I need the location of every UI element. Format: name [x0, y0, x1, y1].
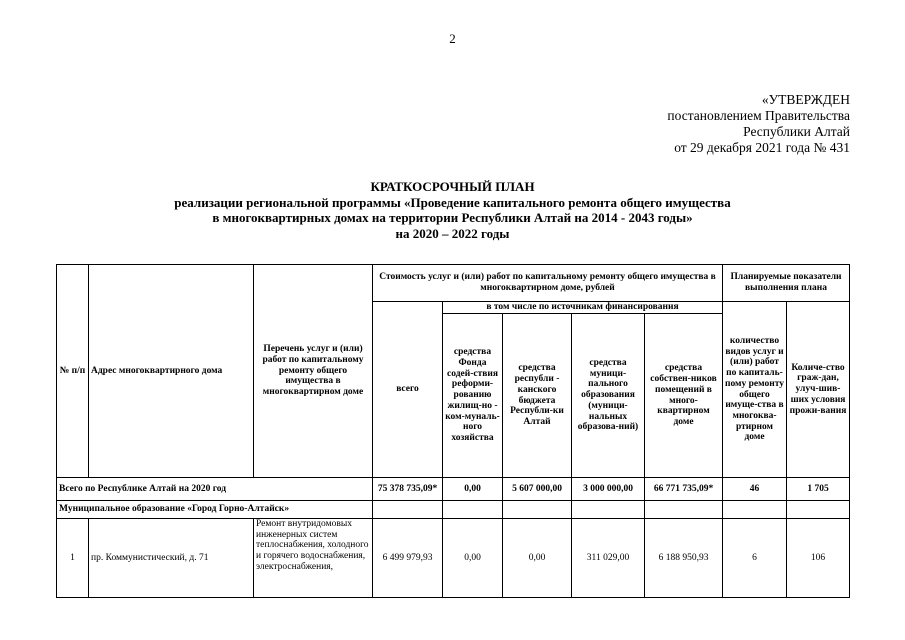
total-municipal: 3 000 000,00	[572, 478, 645, 501]
empty-cell	[645, 501, 723, 519]
empty-cell	[503, 501, 572, 519]
header-owners: средства собствен-ников помещений в много-квартирном доме	[645, 314, 723, 478]
title-line-2: реализации региональной программы «Проведение капитального ремонта общего имущества	[174, 194, 731, 210]
total-owners: 66 771 735,09*	[645, 478, 723, 501]
header-indicators-group: Планируемые показатели выполнения плана	[723, 265, 850, 302]
title-line-3: в многоквартирных домах на территории Республики Алтай на 2014 - 2043 годы»	[212, 210, 693, 225]
approval-stamp	[600, 92, 850, 156]
document-title	[0, 179, 905, 241]
title-line-4: на 2020 – 2022 годы	[395, 225, 510, 241]
empty-cell	[787, 501, 850, 519]
row-republic: 0,00	[503, 519, 572, 598]
row-num: 1	[57, 519, 89, 598]
row-improved: 106	[787, 519, 850, 598]
approval-line-4: от 29 декабря 2021 года № 431	[674, 140, 850, 155]
empty-cell	[572, 501, 645, 519]
total-improved: 1 705	[787, 478, 850, 501]
header-republic: средства республи - канского бюджета Республи-ки Алтай	[503, 314, 572, 478]
empty-cell	[443, 501, 503, 519]
approval-line-1: «УТВЕРЖДЕН	[761, 92, 850, 107]
total-republic: 5 607 000,00	[503, 478, 572, 501]
header-address: Адрес многоквартирного дома	[89, 265, 254, 478]
approval-line-3: Республики Алтай	[743, 124, 850, 139]
row-fund: 0,00	[443, 519, 503, 598]
empty-cell	[373, 501, 443, 519]
row-address: пр. Коммунистический, д. 71	[89, 519, 254, 598]
total-services: 46	[723, 478, 787, 501]
table-row	[57, 519, 850, 598]
header-fund: средства Фонда содей-ствия реформи-рованию жилищ-но - ком-муналь-ного хозяйства	[443, 314, 503, 478]
total-sum: 75 378 735,09*	[373, 478, 443, 501]
row-municipal: 311 029,00	[572, 519, 645, 598]
row-owners: 6 188 950,93	[645, 519, 723, 598]
header-municipal: средства муници-пального образования (муници-нальных образова-ний)	[572, 314, 645, 478]
plan-table	[56, 264, 850, 598]
header-row-1	[57, 265, 850, 302]
total-label: Всего по Республике Алтай на 2020 год	[57, 478, 373, 501]
approval-line-2: постановлением Правительства	[667, 108, 850, 123]
row-total: 6 499 979,93	[373, 519, 443, 598]
page-number: 2	[449, 31, 456, 46]
empty-cell	[723, 501, 787, 519]
municipality-row	[57, 501, 850, 519]
municipality-label: Муниципальное образование «Город Горно-Алтайск»	[57, 501, 373, 519]
header-sources-group: в том числе по источникам финансирования	[443, 302, 723, 314]
header-total: всего	[373, 302, 443, 478]
header-num: № п/п	[57, 265, 89, 478]
header-works: Перечень услуг и (или) работ по капитальному ремонту общего имущества в многоквартирном доме	[254, 265, 373, 478]
header-cost-group: Стоимость услуг и (или) работ по капитальному ремонту общего имущества в многоквартирном доме, рублей	[373, 265, 723, 302]
header-services-count: количество видов услуг и (или) работ по капиталь-пому ремонту общего имуще-ства в многоква-ртирном доме	[723, 302, 787, 478]
row-works: Ремонт внутридомовых инженерных систем теплоснабжения, холодного и горячего водоснабжения, электроснабжения,	[254, 519, 373, 598]
title-line-1: КРАТКОСРОЧНЫЙ ПЛАН	[370, 179, 535, 194]
header-improved: Количе-ство граж-дан, улуч-шив-ших условия прожи-вания	[787, 302, 850, 478]
total-row	[57, 478, 850, 501]
total-fund: 0,00	[443, 478, 503, 501]
row-services: 6	[723, 519, 787, 598]
